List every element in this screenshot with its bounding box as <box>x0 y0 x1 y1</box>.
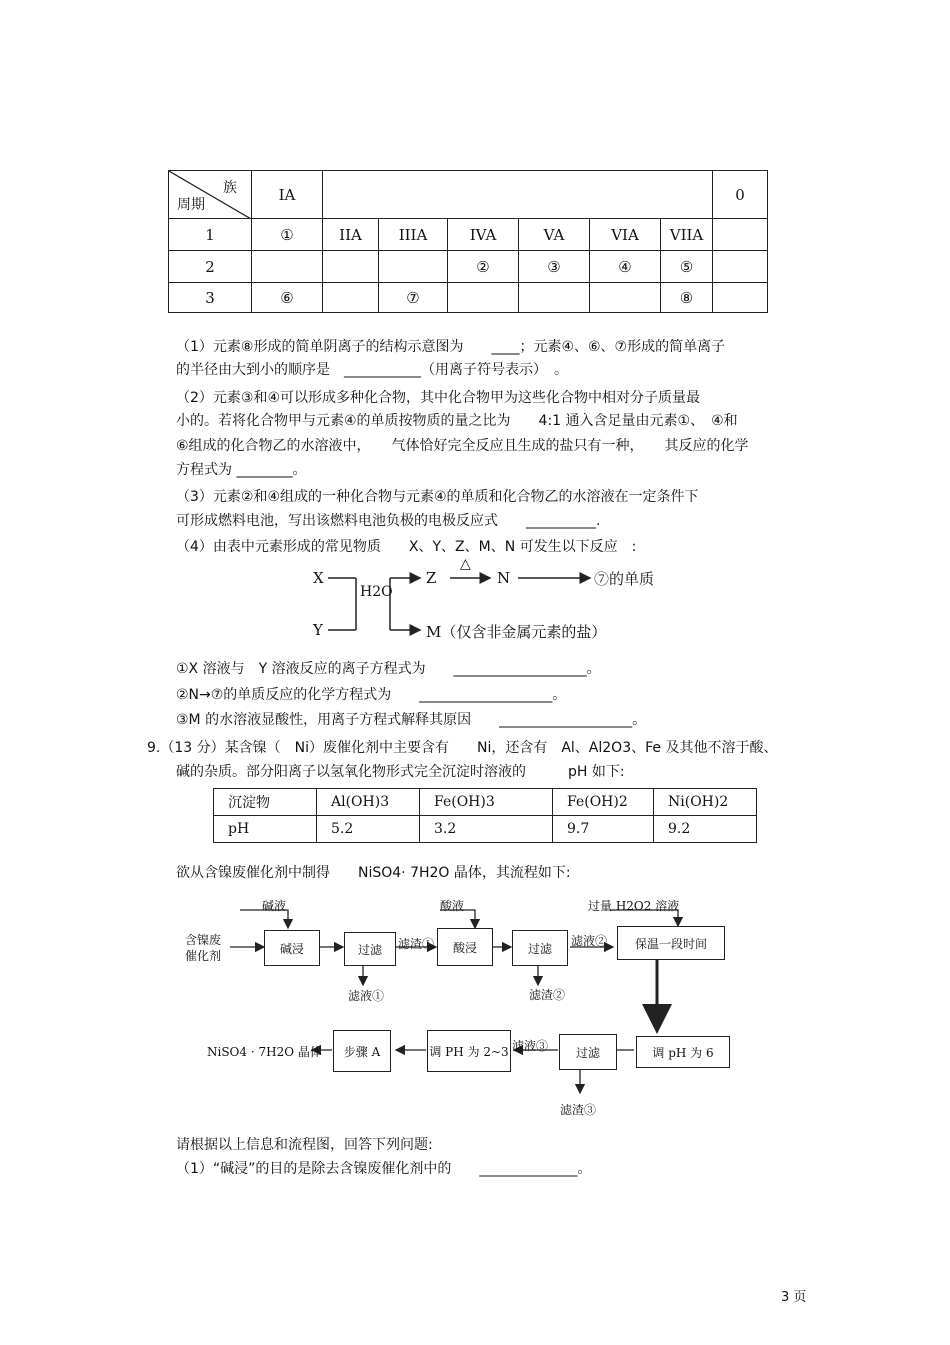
q8-sub2: ②N→⑦的单质反应的化学方程式为 ___________________。 <box>176 687 567 703</box>
cell-2: ② <box>448 251 519 283</box>
q8-p2-line3: ⑥组成的化合物乙的水溶液中， 气体恰好完全反应且生成的盐只有一种， 其反应的化学 <box>176 438 749 454</box>
group-va: VA <box>519 219 590 251</box>
q9-flow-intro: 欲从含镍废催化剂中制得 NiSO4· 7H2O 晶体，其流程如下: <box>176 865 571 881</box>
flow-keep-warm: 保温一段时间 <box>617 926 725 960</box>
cell-3: ③ <box>519 251 590 283</box>
ph-cell: 5.2 <box>317 816 420 843</box>
product-n: N <box>497 569 511 587</box>
flow-filtrate1: 滤液① <box>348 989 385 1003</box>
flow-alkali-leach: 碱浸 <box>264 930 320 966</box>
ph-header: 沉淀物 <box>214 789 317 816</box>
cell-5: ⑤ <box>661 251 713 283</box>
ph-header: Al(OH)3 <box>317 789 420 816</box>
period-3: 3 <box>169 283 252 313</box>
flow-filtrate2: 滤液② <box>571 934 608 948</box>
ph-header: Ni(OH)2 <box>654 789 757 816</box>
flow-start-line2: 催化剂 <box>185 949 222 963</box>
period-2: 2 <box>169 251 252 283</box>
group-label: 族 <box>223 180 237 196</box>
flow-h2o2: 过量 H2O2 溶液 <box>588 899 680 913</box>
cell-7: ⑦ <box>379 283 448 313</box>
period-label: 周期 <box>177 197 205 213</box>
q8-p3-line1: （3）元素②和④组成的一种化合物与元素④的单质和化合物乙的水溶液在一定条件下 <box>176 489 699 505</box>
cell-8: ⑧ <box>661 283 713 313</box>
group-iiia: IIIA <box>379 219 448 251</box>
ph-header: Fe(OH)2 <box>553 789 654 816</box>
empty-cell <box>448 283 519 313</box>
q8-sub1: ①X 溶液与 Y 溶液反应的离子方程式为 ___________________。 <box>176 661 601 677</box>
flow-arrows <box>180 890 740 1120</box>
corner-cell <box>169 171 252 219</box>
flow-acid-solution: 酸液 <box>440 899 465 913</box>
q8-p2-line1: （2）元素③和④可以形成多种化合物，其中化合物甲为这些化合物中相对分子质量最 <box>176 390 701 406</box>
group-iia: IIA <box>323 219 379 251</box>
cell-6: ⑥ <box>252 283 323 313</box>
q9-after-flow: 请根据以上信息和流程图，回答下列问题: <box>176 1137 433 1153</box>
q8-p2-line4: 方程式为 ________。 <box>176 462 307 478</box>
empty-cell <box>323 283 379 313</box>
product-m: M（仅含非金属元素的盐） <box>426 623 607 641</box>
flow-start-line1: 含镍废 <box>185 933 222 947</box>
flow-adjust-ph23: 调 PH 为 2~3 <box>427 1030 511 1072</box>
q8-sub3: ③M 的水溶液显酸性，用离子方程式解释其原因 ___________________。 <box>176 712 647 728</box>
header-ia: IA <box>252 171 323 219</box>
ph-header: Fe(OH)3 <box>420 789 553 816</box>
flow-filter3: 过滤 <box>559 1034 617 1070</box>
ph-cell: pH <box>214 816 317 843</box>
empty-cell <box>379 251 448 283</box>
flow-filtrate3: 滤液③ <box>512 1039 549 1053</box>
product-z: Z <box>426 569 437 587</box>
group-via: VIA <box>590 219 661 251</box>
heat-symbol: △ <box>460 556 471 572</box>
empty-cell <box>252 251 323 283</box>
flow-acid-leach: 酸浸 <box>437 928 493 966</box>
empty-cell <box>713 251 768 283</box>
empty-cell <box>323 251 379 283</box>
flow-filter2: 过滤 <box>512 930 568 966</box>
header-blank <box>323 171 713 219</box>
ph-cell: 9.2 <box>654 816 757 843</box>
q8-p1-line2: 的半径由大到小的顺序是 ___________（用离子符号表示） 。 <box>176 362 568 378</box>
q9-line2: 碱的杂质。部分阳离子以氢氧化物形式完全沉淀时溶液的 pH 如下: <box>176 764 625 780</box>
reactant-y: Y <box>313 621 323 639</box>
flow-filter1: 过滤 <box>344 932 396 966</box>
flow-adjust-ph6: 调 pH 为 6 <box>636 1036 730 1068</box>
period-1: 1 <box>169 219 252 251</box>
flow-residue1: 滤渣① <box>398 937 435 951</box>
flow-start <box>185 932 221 964</box>
header-zero: 0 <box>713 171 768 219</box>
group-iva: IVA <box>448 219 519 251</box>
ph-cell: 9.7 <box>553 816 654 843</box>
flow-product: NiSO4 · 7H2O 晶体 <box>207 1045 322 1059</box>
periodic-table <box>168 170 768 313</box>
flow-step-a: 步骤 A <box>333 1030 391 1072</box>
q8-p2-line2: 小的。若将化合物甲与元素④的单质按物质的量之比为 4:1 通入含足量由元素①、 ④和 <box>176 413 738 429</box>
cell-1: ① <box>252 219 323 251</box>
page-number: 3 页 <box>781 1290 807 1305</box>
q8-p3-line2: 可形成燃料电池，写出该燃料电池负极的电极反应式 __________. <box>176 513 601 529</box>
q8-p1-line1: （1）元素⑧形成的简单阴离子的结构示意图为 ____；元素④、⑥、⑦形成的简单离子 <box>176 339 726 355</box>
flow-alkali-solution: 碱液 <box>262 899 287 913</box>
q9-q1: （1）“碱浸”的目的是除去含镍废催化剂中的 ______________。 <box>176 1161 592 1177</box>
empty-cell <box>519 283 590 313</box>
empty-cell <box>713 283 768 313</box>
empty-cell <box>713 219 768 251</box>
q8-p4-line1: （4）由表中元素形成的常见物质 X、Y、Z、M、N 可发生以下反应 : <box>176 539 637 555</box>
water: H2O <box>360 584 393 600</box>
cell-4: ④ <box>590 251 661 283</box>
group-viia: VIIA <box>661 219 713 251</box>
reactant-x: X <box>313 569 324 587</box>
ph-cell: 3.2 <box>420 816 553 843</box>
empty-cell <box>590 283 661 313</box>
flow-residue2: 滤渣② <box>529 988 566 1002</box>
ph-table <box>213 788 757 843</box>
q9-line1: 9.（13 分）某含镍（ Ni）废催化剂中主要含有 Ni，还含有 Al、Al2O3、Fe 及其他不溶于酸、 <box>147 740 778 756</box>
product-element7: ⑦的单质 <box>594 570 655 588</box>
flow-residue3: 滤渣③ <box>560 1103 597 1117</box>
